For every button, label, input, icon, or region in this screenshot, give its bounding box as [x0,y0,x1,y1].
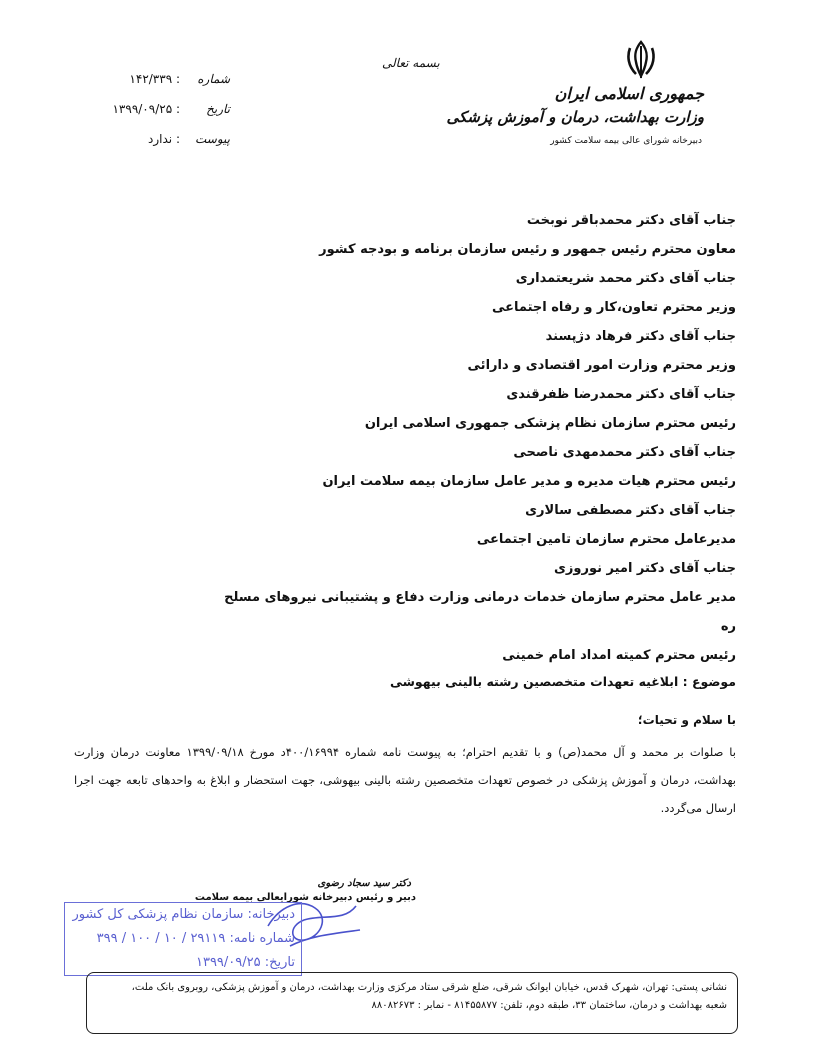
letter-attachment-value: : ندارد [148,132,180,146]
letter-body: با صلوات بر محمد و آل محمد(ص) و با تقدیم احترام؛ به پیوست نامه شماره ۴۰۰/۱۶۹۹۴د مورخ ۱۳۹۹/۰۹/۱۸ معاونت درمان وزارت بهداشت، درمان و آموزش پزشکی در خصوص تعهدات متخصصین رشته بالینی بیهوشی، جهت استحضار و ابلاغ به واحدهای تابعه جهت اجرا ارسال می‌گردد. [74,745,736,815]
ministry-name: وزارت بهداشت، درمان و آموزش پزشکی [446,108,704,126]
addressee-line: وزیر محترم وزارت امور اقتصادی و دارائی [467,358,736,373]
letter-number [100,72,230,92]
iran-emblem-icon [624,38,658,80]
stamp-date: تاریخ: ۱۳۹۹/۰۹/۲۵ [195,955,295,970]
stamp-letter-number: شماره نامه: ۲۹۱۱۹ / ۱۰ / ۱۰۰ / ۳۹۹ [96,931,295,946]
receipt-stamp [64,902,302,976]
addressee-line: جناب آقای دکتر محمدباقر نوبخت [526,213,736,228]
signatory-name: دکتر سید سجاد رضوی [317,878,411,889]
addressee-line: رئیس محترم سازمان نظام پزشکی جمهوری اسلامی ایران [364,416,736,431]
bismillah: بسمه تعالی [382,56,440,70]
addressee-line: مدیرعامل محترم سازمان تامین اجتماعی [476,532,736,547]
letter-subject: موضوع : ابلاغیه تعهدات متخصصین رشته بالینی بیهوشی [389,674,736,689]
greeting: با سلام و تحیات؛ [637,713,736,727]
letter-number-value: : ۱۴۲/۳۳۹ [129,72,180,86]
stamp-secretariat: دبیرخانه: سازمان نظام پزشکی کل کشور [72,907,295,922]
secretariat-name: دبیرخانه شورای عالی بیمه سلامت کشور [550,136,702,146]
addressee-line: جناب آقای دکتر مصطفی سالاری [525,503,736,518]
letter-attachment-label: پیوست [195,132,230,146]
letter-number-label: شماره [197,72,230,86]
footer-address: نشانی پستی: تهران، شهرک قدس، خیابان ایوانک شرقی، ضلع شرقی ستاد مرکزی وزارت بهداشت، درمان و آموزش پزشکی، روبروی بانک ملت، [131,982,727,993]
addressee-line: وزیر محترم تعاون،کار و رفاه اجتماعی [491,300,736,315]
letter-date-value: : ۱۳۹۹/۰۹/۲۵ [112,102,180,116]
addressee-list [136,206,736,670]
addressee-line: معاون محترم رئیس جمهور و رئیس سازمان برنامه و بودجه کشور [319,242,736,257]
addressee-line: جناب آقای دکتر امیر نوروزی [553,561,736,576]
addressee-line: مدیر عامل محترم سازمان خدمات درمانی وزارت دفاع و پشتیبانی نیروهای مسلح [224,590,736,605]
letter-date [100,102,230,122]
letter-attachment [100,132,230,152]
footer-contact: شعبه بهداشت و درمان، ساختمان ۳۳، طبقه دوم، تلفن: ۸۱۴۵۵۸۷۷ - نمابر : ۸۸۰۸۲۶۷۳ [371,1000,727,1011]
addressee-line: جناب آقای دکتر محمدرضا ظفرقندی [506,387,736,402]
signatory-title: دبیر و رئیس دبیرخانه شورایعالی بیمه سلامت [194,892,416,903]
footer-address-box [86,972,738,1034]
addressee-line: رئیس محترم کمیته امداد امام خمینی [502,648,736,663]
ministry-title: جمهوری اسلامی ایران [554,84,704,103]
letter-date-label: تاریخ [206,102,230,116]
addressee-line: جناب آقای دکتر فرهاد دژپسند [545,329,736,344]
addressee-line: جناب آقای دکتر محمد شریعتمداری [515,271,736,286]
addressee-line: رئیس محترم هیات مدیره و مدیر عامل سازمان بیمه سلامت ایران [322,474,736,489]
addressee-line: جناب آقای دکتر محمدمهدی ناصحی [513,445,736,460]
addressee-line: ره [720,619,736,634]
